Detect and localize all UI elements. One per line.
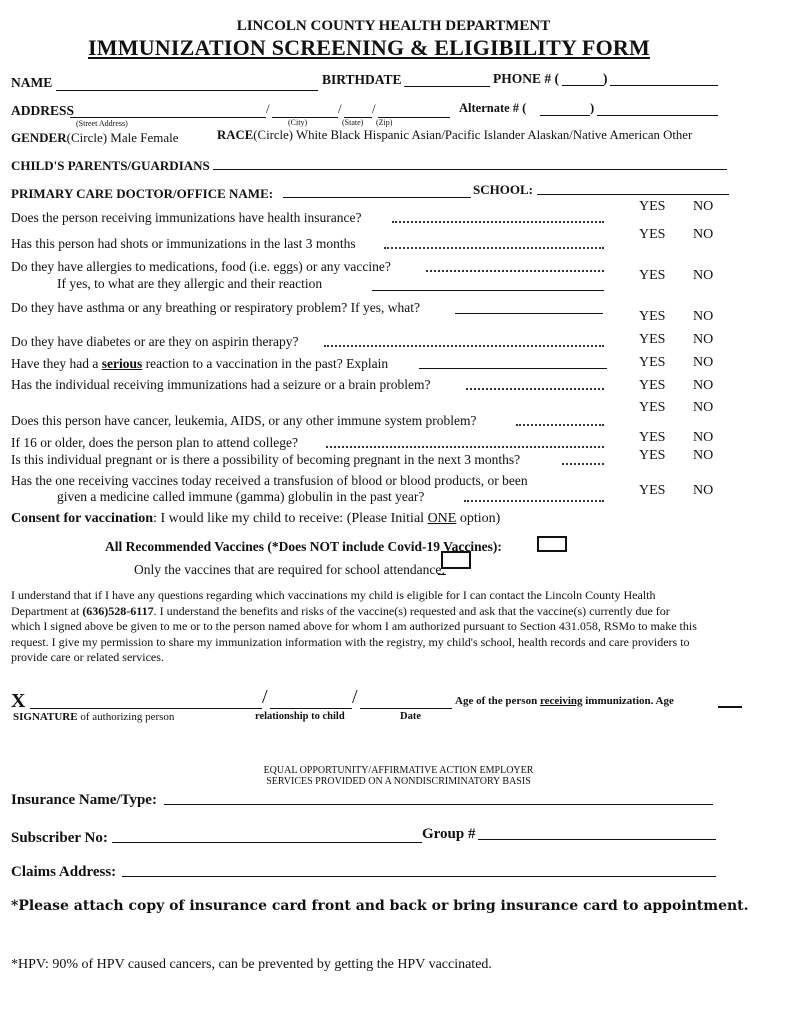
state-hint: (State) [342, 118, 364, 127]
street-address-field[interactable] [70, 117, 266, 118]
dot-leader [562, 463, 604, 465]
insurance-label: Insurance Name/Type: [11, 792, 157, 808]
phone-label: PHONE # ( [493, 71, 559, 86]
age-field[interactable] [718, 706, 742, 708]
department-phone: (636)528-6117 [82, 603, 154, 618]
question-transfusion: Has the one receiving vaccines today received a transfusion of blood or blood products, or been [11, 473, 528, 488]
statement-line: provide care or related services. [11, 650, 164, 664]
claims-label: Claims Address: [11, 864, 117, 880]
consent-line [11, 511, 500, 527]
statement-line: request. I give my permission to share my immunization information with the registry, my child's school, health records and care providers to [11, 634, 690, 649]
initial-underline [438, 574, 446, 575]
question-diabetes: Do they have diabetes or are they on aspirin therapy? [11, 334, 299, 349]
subscriber-field[interactable] [112, 842, 422, 843]
question-allergies: Do they have allergies to medications, food (i.e. eggs) or any vaccine? [11, 259, 391, 274]
alternate-number-field[interactable] [597, 115, 718, 116]
address-slash-2: / [338, 101, 342, 116]
insurance-field[interactable] [164, 804, 713, 805]
alternate-close: ) [590, 101, 595, 115]
statement-part: Department at [11, 603, 83, 618]
dot-leader [324, 345, 604, 347]
no-option[interactable]: NO [693, 332, 714, 347]
yes-option[interactable]: YES [639, 227, 666, 242]
no-option[interactable]: NO [693, 227, 714, 242]
date-caption: Date [400, 711, 421, 722]
race-options[interactable]: (Circle) White Black Hispanic Asian/Pacific Islander Alaskan/Native American Other [253, 128, 693, 142]
birthdate-label: BIRTHDATE [322, 72, 402, 87]
race-label: RACE [217, 128, 254, 142]
address-slash-3: / [372, 101, 376, 116]
question-college: If 16 or older, does the person plan to attend college? [11, 435, 298, 450]
question-health-insurance: Does the person receiving immunizations have health insurance? [11, 210, 362, 225]
yes-option[interactable]: YES [639, 199, 666, 214]
dot-leader [516, 424, 604, 426]
initial-box-school-vaccines[interactable] [441, 551, 471, 569]
asthma-detail-field[interactable] [455, 313, 603, 314]
no-option[interactable]: NO [693, 355, 714, 370]
dot-leader [326, 446, 604, 448]
dot-leader [464, 500, 604, 502]
consent-text: : I would like my child to receive: (Please Initial [153, 511, 428, 526]
statement-part: . I understand the benefits and risks of the vaccine(s) requested and ask that the vaccine(s) currently due for [153, 603, 670, 618]
alternate-area-field[interactable] [540, 115, 590, 116]
consent-text: option) [456, 511, 501, 526]
hpv-note: *HPV: 90% of HPV caused cancers, can be prevented by getting the HPV vaccinated. [11, 957, 492, 972]
nondiscrimination-statement: SERVICES PROVIDED ON A NONDISCRIMINATORY BASIS [266, 776, 531, 787]
yes-option[interactable]: YES [639, 268, 666, 283]
phone-area-field[interactable] [562, 85, 604, 86]
reaction-explain-field[interactable] [419, 368, 607, 369]
age-label [455, 695, 674, 707]
consent-label: Consent for vaccination [11, 511, 154, 526]
signature-slash-1: / [262, 686, 268, 708]
signature-caption-rest: of authorizing person [77, 711, 175, 723]
subscriber-label: Subscriber No: [11, 830, 108, 846]
phone-close: ) [603, 71, 608, 86]
parents-label: CHILD'S PARENTS/GUARDIANS [11, 158, 210, 173]
zip-hint: (Zip) [376, 118, 393, 127]
yes-option[interactable]: YES [639, 483, 666, 498]
yes-option[interactable]: YES [639, 378, 666, 393]
question-serious-reaction-part: Have they had a [11, 356, 102, 371]
question-asthma: Do they have asthma or any breathing or respiratory problem? If yes, what? [11, 300, 420, 315]
signature-x: X [11, 690, 26, 712]
doctor-field[interactable] [283, 197, 471, 198]
signature-caption [13, 711, 174, 723]
gender-label: GENDER [11, 130, 67, 145]
consent-option-all: All Recommended Vaccines (*Does NOT include Covid-19 Vaccines): [105, 539, 502, 554]
question-immune-problem: Does this person have cancer, leukemia, AIDS, or any other immune system problem? [11, 413, 477, 428]
serious-emphasis: serious [101, 356, 143, 371]
street-hint: (Street Address) [76, 119, 128, 128]
no-option[interactable]: NO [693, 268, 714, 283]
insurance-card-note: *Please attach copy of insurance card front and back or bring insurance card to appointment. [11, 898, 749, 914]
phone-number-field[interactable] [610, 85, 718, 86]
parents-field[interactable] [213, 169, 727, 170]
question-pregnant: Is this individual pregnant or is there a possibility of becoming pregnant in the next 3 months? [11, 452, 521, 467]
gender-options[interactable]: (Circle) Male Female [66, 130, 179, 145]
yes-option[interactable]: YES [639, 332, 666, 347]
group-field[interactable] [478, 839, 716, 840]
age-label-part: Age of the person [455, 695, 540, 707]
date-field[interactable] [360, 708, 452, 709]
question-recent-shots: Has this person had shots or immunizations in the last 3 months [11, 236, 356, 251]
name-label: NAME [11, 75, 53, 90]
address-label: ADDRESS [11, 103, 75, 118]
allergies-detail-field[interactable] [372, 290, 604, 291]
consent-one: ONE [427, 511, 457, 526]
signature-caption-bold: SIGNATURE [13, 711, 78, 723]
school-label: SCHOOL: [473, 182, 533, 197]
school-field[interactable] [537, 194, 729, 195]
question-transfusion-cont: given a medicine called immune (gamma) globulin in the past year? [57, 489, 425, 504]
form-title: IMMUNIZATION SCREENING & ELIGIBILITY FORM [88, 35, 650, 60]
receiving-emphasis: receiving [539, 695, 583, 707]
question-serious-reaction [11, 356, 388, 372]
no-option[interactable]: NO [693, 483, 714, 498]
eeo-statement: EQUAL OPPORTUNITY/AFFIRMATIVE ACTION EMPLOYER [263, 765, 534, 776]
authorization-statement [11, 588, 771, 666]
race-group [217, 128, 692, 143]
dot-leader [392, 221, 604, 223]
no-option[interactable]: NO [693, 400, 714, 415]
no-option[interactable]: NO [693, 309, 714, 324]
alternate-label: Alternate # ( [459, 101, 527, 115]
statement-line: which I signed above be given to me or to the person named above for whom I am authorized pursuant to Section 431.058, RSMo to make this [11, 619, 697, 633]
consent-option-school: Only the vaccines that are required for school attendance: [134, 562, 446, 577]
relationship-field[interactable] [270, 708, 352, 709]
city-hint: (City) [288, 118, 308, 127]
no-option[interactable]: NO [693, 378, 714, 393]
no-option[interactable]: NO [693, 199, 714, 214]
initial-box-all-vaccines[interactable] [537, 536, 567, 552]
yes-option[interactable]: YES [639, 430, 666, 445]
yes-option[interactable]: YES [639, 448, 666, 463]
signature-field[interactable] [30, 708, 262, 709]
group-label: Group # [422, 826, 476, 842]
question-seizure: Has the individual receiving immunizations had a seizure or a brain problem? [11, 377, 431, 392]
relationship-caption: relationship to child [255, 711, 345, 722]
no-option[interactable]: NO [693, 430, 714, 445]
department-title: LINCOLN COUNTY HEALTH DEPARTMENT [236, 18, 551, 34]
signature-slash-2: / [352, 686, 358, 708]
name-field[interactable] [56, 90, 318, 91]
question-allergies-detail: If yes, to what are they allergic and their reaction [57, 276, 323, 291]
no-option[interactable]: NO [693, 448, 714, 463]
dot-leader [384, 247, 604, 249]
statement-line: I understand that if I have any questions regarding which vaccinations my child is eligible for I can contact the Lincoln County Health [11, 588, 656, 602]
claims-field[interactable] [122, 876, 716, 877]
question-serious-reaction-part: reaction to a vaccination in the past? Explain [142, 356, 389, 371]
address-slash-1: / [266, 101, 270, 116]
birthdate-field[interactable] [404, 86, 490, 87]
dot-leader [466, 388, 604, 390]
yes-option[interactable]: YES [639, 309, 666, 324]
age-label-part: immunization. Age [582, 695, 674, 707]
dot-leader [426, 270, 604, 272]
doctor-label: PRIMARY CARE DOCTOR/OFFICE NAME: [11, 186, 274, 201]
statement-line [11, 604, 771, 620]
yes-option[interactable]: YES [639, 355, 666, 370]
gender-group [11, 130, 179, 146]
yes-option[interactable]: YES [639, 400, 666, 415]
